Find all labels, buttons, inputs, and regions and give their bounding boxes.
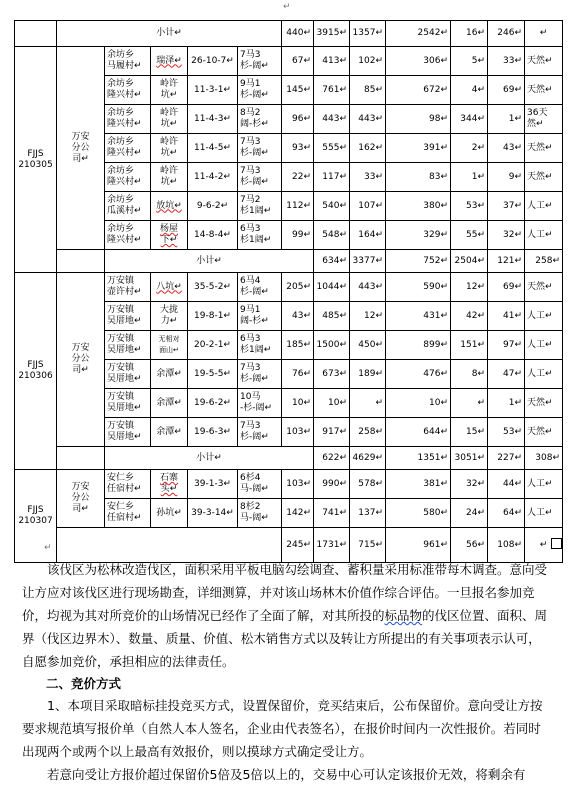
value-cell: 1500↵	[314, 331, 350, 360]
value-cell: 47↵	[488, 360, 525, 389]
paragraph-mark: ↵	[283, 2, 291, 12]
plot-code: 35-5-2↵	[188, 273, 238, 302]
paragraph-bidding-method: 1、本项目采取暗标挂投竞买方式，设置保留价，竞买结束后，公布保留价。意向受让方按要求规范填写报价单（自然人本人签名，企业由代表签名），在报价时间内一次性报价。若同时出现两个或两个以上最高有效报价，则以摸球方式确定受让方。	[22, 698, 543, 759]
plot-code: 19-8-1↵	[188, 302, 238, 331]
value-cell: 673↵	[314, 360, 350, 389]
subtotal-value: 3051↵	[451, 447, 488, 470]
regeneration-type: 天然↵	[525, 163, 563, 192]
value-cell: 99↵	[282, 221, 314, 250]
village-cell: 万安镇 吴厝地↵	[105, 418, 151, 447]
highlighted-term: 标品物	[384, 608, 423, 623]
subtotal-label: 小计↵	[105, 447, 314, 470]
plot-code: 39-3-14↵	[188, 499, 238, 528]
value-cell: 344↵	[451, 105, 488, 134]
value-cell: 413↵	[314, 47, 350, 76]
plot-code: 14-8-4↵	[188, 221, 238, 250]
plot-code: 39-1-3↵	[188, 470, 238, 499]
subtotal-row	[15, 447, 563, 470]
total-value: 1731↵	[314, 528, 350, 563]
unit-name: 万安 分公 司↵	[57, 273, 105, 447]
plot-code: 11-4-3↵	[188, 105, 238, 134]
value-cell: 55↵	[451, 221, 488, 250]
value-cell: 41↵	[488, 302, 525, 331]
regeneration-type: 天然↵	[525, 273, 563, 302]
regeneration-type: 天然↵	[525, 418, 563, 447]
table-resize-handle[interactable]	[551, 538, 562, 549]
plot-code: 26-10-7↵	[188, 47, 238, 76]
place-cell	[151, 192, 188, 221]
value-cell: 548↵	[314, 221, 350, 250]
value-cell: 33↵	[350, 163, 386, 192]
species-mix: 7马2 杉1阔↵	[238, 192, 282, 221]
value-cell: 10↵	[314, 389, 350, 418]
value-cell: 64↵	[488, 499, 525, 528]
value-cell: 2↵	[451, 134, 488, 163]
value-cell: 44↵	[488, 470, 525, 499]
paragraph-survey	[22, 558, 552, 673]
lot-number: FJJS 210306	[15, 273, 57, 470]
paragraph-invalid-bid: 若意向受让方报价超过保留价5倍及5倍以上的，交易中心可认定该报价无效，将剩余有	[47, 767, 526, 782]
value-cell: 102↵	[350, 47, 386, 76]
subtotal-value: 227↵	[488, 447, 525, 470]
subtotal-row	[15, 250, 563, 273]
value-cell: 443↵	[350, 273, 386, 302]
village-cell: 余坊乡 隆兴村↵	[105, 221, 151, 250]
plot-code: 11-3-1↵	[188, 76, 238, 105]
value-cell: 4↵	[451, 76, 488, 105]
value-cell: 555↵	[314, 134, 350, 163]
place-cell	[151, 360, 188, 389]
value-cell: 580↵	[386, 499, 451, 528]
value-cell: 1↵	[451, 163, 488, 192]
subtotal-label: 小计↵	[57, 21, 282, 47]
value-cell: 12↵	[451, 273, 488, 302]
value-cell: 151↵	[451, 331, 488, 360]
value-cell: 9↵	[488, 163, 525, 192]
subtotal-value: 440↵	[282, 21, 314, 47]
place-cell	[151, 273, 188, 302]
value-cell: 672↵	[386, 76, 451, 105]
place-cell	[151, 331, 188, 360]
value-cell: 83↵	[386, 163, 451, 192]
total-value: 245↵	[282, 528, 314, 563]
section-heading-bidding: 二、竞价方式	[46, 676, 122, 691]
plot-code: 11-4-5↵	[188, 134, 238, 163]
species-mix: 6马4 杉-阔↵	[238, 273, 282, 302]
value-cell: 97↵	[488, 331, 525, 360]
subtotal-value: 258↵	[525, 250, 563, 273]
place-name: 瑞泽↵	[156, 55, 182, 66]
value-cell: 98↵	[386, 105, 451, 134]
subtotal-value: 634↵	[314, 250, 350, 273]
value-cell: 85↵	[350, 76, 386, 105]
unit-name: 万安 分公 司↵	[57, 470, 105, 528]
value-cell: 43↵	[282, 302, 314, 331]
blank-cell	[57, 250, 105, 273]
village-cell: 万安镇 吴厝地↵	[105, 360, 151, 389]
value-cell: 32↵	[451, 470, 488, 499]
subtotal-value: 3915↵	[314, 21, 350, 47]
village-cell: 万安镇 吴厝地↵	[105, 331, 151, 360]
value-cell: 103↵	[282, 470, 314, 499]
village-cell: 余坊乡 马履村↵	[105, 47, 151, 76]
village-cell: 余坊乡 隆兴村↵	[105, 76, 151, 105]
value-cell: 112↵	[282, 192, 314, 221]
plot-code: 19-6-3↵	[188, 418, 238, 447]
value-cell: 329↵	[386, 221, 451, 250]
value-cell: 22↵	[282, 163, 314, 192]
value-cell: 443↵	[314, 105, 350, 134]
plot-code: 19-5-5↵	[188, 360, 238, 389]
place-name: 岭许 坑↵	[159, 137, 178, 158]
value-cell: 485↵	[314, 302, 350, 331]
species-mix: 6杉4 马-阔↵	[238, 470, 282, 499]
plot-code: 19-6-2↵	[188, 389, 238, 418]
subtotal-value: 121↵	[488, 250, 525, 273]
value-cell: 917↵	[314, 418, 350, 447]
unit-name: 万安 分公 司↵	[57, 47, 105, 250]
value-cell: 381↵	[386, 470, 451, 499]
village-cell: 余坊乡 隆兴村↵	[105, 105, 151, 134]
species-mix: 9马1 杉-阔↵	[238, 76, 282, 105]
value-cell: 69↵	[488, 76, 525, 105]
place-name: 岭许 坑↵	[159, 166, 178, 187]
value-cell: 137↵	[350, 499, 386, 528]
species-mix: 6马3 杉1阔↵	[238, 221, 282, 250]
value-cell: 12↵	[350, 302, 386, 331]
place-name: 余潭↵	[156, 368, 182, 379]
value-cell: 391↵	[386, 134, 451, 163]
subtotal-value: 308↵	[525, 447, 563, 470]
paragraph-survey-text: 该伐区为松林改造伐区，面积采用平板电脑勾绘调查、蓄积量采用标准带每木调查。意向受让方应对该伐区进行现场勘查，详细测算，并对该山场林木价值作综合评估。一旦报名参加竞价，均视为其对所竞价的山场情况已经作了全面了解，对其所投的标品物的伐区位置、面积、周界（伐区边界木）、数量、质量、价值、松木销售方式以及转让方所提出的有关事项表示认可，自愿参加竞价，承担相应的法律责任。	[22, 562, 548, 669]
place-cell	[151, 76, 188, 105]
value-cell: 1↵	[488, 389, 525, 418]
village-cell: 余坊乡 隆兴村↵	[105, 163, 151, 192]
value-cell: 15↵	[451, 418, 488, 447]
value-cell: 185↵	[282, 331, 314, 360]
value-cell: 476↵	[386, 360, 451, 389]
place-cell	[151, 302, 188, 331]
plot-code: 11-4-2↵	[188, 163, 238, 192]
value-cell: 761↵	[314, 76, 350, 105]
lot-number: FJJS 210305	[15, 47, 57, 273]
place-cell	[151, 499, 188, 528]
total-value: 108↵	[488, 528, 525, 563]
table-row	[15, 273, 563, 302]
place-name: 孙坑↵	[156, 507, 182, 518]
regeneration-type: 人工↵	[525, 360, 563, 389]
blank-cell: ↵	[525, 21, 563, 47]
regeneration-type: 天然↵	[525, 47, 563, 76]
subtotal-value: 2542↵	[386, 21, 451, 47]
value-cell: 1↵	[488, 105, 525, 134]
regeneration-type: 人工↵	[525, 302, 563, 331]
value-cell: 24↵	[451, 499, 488, 528]
village-cell: 万安镇 吴厝地↵	[105, 389, 151, 418]
value-cell: 540↵	[314, 192, 350, 221]
regeneration-type: 天然↵	[525, 76, 563, 105]
place-cell	[151, 47, 188, 76]
village-cell: 安仁乡 任宿村↵	[105, 499, 151, 528]
regeneration-type: 人工↵	[525, 499, 563, 528]
paragraph-mark: ↵	[44, 543, 52, 553]
total-value: 961↵	[386, 528, 451, 563]
value-cell: 990↵	[314, 470, 350, 499]
value-cell: 164↵	[350, 221, 386, 250]
value-cell: 103↵	[282, 418, 314, 447]
species-mix: 7马3 杉-阔↵	[238, 163, 282, 192]
place-cell	[151, 418, 188, 447]
total-value: 715↵	[350, 528, 386, 563]
regeneration-type: 36天 然↵	[525, 105, 563, 134]
value-cell: 117↵	[314, 163, 350, 192]
place-name: 余潭↵	[156, 426, 182, 437]
village-cell: 万安镇 吴厝地↵	[105, 302, 151, 331]
value-cell: 431↵	[386, 302, 451, 331]
subtotal-value: 4629↵	[350, 447, 386, 470]
value-cell: 69↵	[488, 273, 525, 302]
value-cell: 258↵	[350, 418, 386, 447]
species-mix: 7马3 杉-阔↵	[238, 47, 282, 76]
value-cell: 53↵	[451, 192, 488, 221]
value-cell: 189↵	[350, 360, 386, 389]
value-cell: 380↵	[386, 192, 451, 221]
blank-cell: ↵	[525, 528, 563, 563]
species-mix: 7马3 杉-阔↵	[238, 360, 282, 389]
subtotal-value: 1351↵	[386, 447, 451, 470]
place-cell	[151, 105, 188, 134]
regeneration-type: 天然↵	[525, 389, 563, 418]
value-cell: 10↵	[282, 389, 314, 418]
village-cell: 安仁乡 任宿村↵	[105, 470, 151, 499]
value-cell: 741↵	[314, 499, 350, 528]
subtotal-value: 622↵	[314, 447, 350, 470]
species-mix: 7马3 杉-阔↵	[238, 134, 282, 163]
subtotal-value: 2504↵	[451, 250, 488, 273]
plot-code: 9-6-2↵	[188, 192, 238, 221]
table-row	[15, 470, 563, 499]
place-cell	[151, 221, 188, 250]
place-cell	[151, 470, 188, 499]
value-cell: 67↵	[282, 47, 314, 76]
place-name: 大拢 力↵	[159, 305, 178, 326]
place-name: 杨屋 下↵	[159, 224, 178, 245]
value-cell: 43↵	[488, 134, 525, 163]
regeneration-type: 人工↵	[525, 192, 563, 221]
species-mix: 9马1 阔-杉↵	[238, 302, 282, 331]
value-cell: 443↵	[350, 105, 386, 134]
village-cell: 万安镇 壶许村↵	[105, 273, 151, 302]
subtotal-value: 1357↵	[350, 21, 386, 47]
species-mix: 10马 -杉-阔↵	[238, 389, 282, 418]
value-cell: 162↵	[350, 134, 386, 163]
subtotal-value: 3377↵	[350, 250, 386, 273]
value-cell: 5↵	[451, 47, 488, 76]
value-cell: 306↵	[386, 47, 451, 76]
value-cell: 8↵	[451, 360, 488, 389]
species-mix: 7马3 杉-阔↵	[238, 418, 282, 447]
value-cell: 32↵	[488, 221, 525, 250]
value-cell: 578↵	[350, 470, 386, 499]
value-cell: 205↵	[282, 273, 314, 302]
value-cell: ↵	[350, 389, 386, 418]
value-cell: 142↵	[282, 499, 314, 528]
value-cell: 33↵	[488, 47, 525, 76]
village-cell: 余坊乡 隆兴村↵	[105, 134, 151, 163]
value-cell: 450↵	[350, 331, 386, 360]
forest-lot-table	[14, 20, 563, 563]
plot-code: 20-2-1↵	[188, 331, 238, 360]
subtotal-label: 小计↵	[105, 250, 314, 273]
place-name: 石寨 头↵	[159, 473, 178, 494]
value-cell: 96↵	[282, 105, 314, 134]
blank-cell	[15, 21, 57, 47]
place-name: 放坑↵	[156, 200, 182, 211]
regeneration-type: 人工↵	[525, 221, 563, 250]
value-cell: 37↵	[488, 192, 525, 221]
village-cell: 余坊乡 瓜溪村↵	[105, 192, 151, 221]
value-cell: 107↵	[350, 192, 386, 221]
value-cell: 93↵	[282, 134, 314, 163]
total-value: 56↵	[451, 528, 488, 563]
value-cell: 42↵	[451, 302, 488, 331]
species-mix: 8马2 阔-杉↵	[238, 105, 282, 134]
value-cell: 644↵	[386, 418, 451, 447]
blank-cell	[57, 447, 105, 470]
place-name: 岭许 坑↵	[159, 79, 178, 100]
regeneration-type: 天然↵	[525, 134, 563, 163]
value-cell: 10↵	[386, 389, 451, 418]
subtotal-value: 16↵	[451, 21, 488, 47]
regeneration-type: 人工↵	[525, 331, 563, 360]
value-cell: 145↵	[282, 76, 314, 105]
lot-number: FJJS 210307	[15, 470, 57, 563]
subtotal-value: 246↵	[488, 21, 525, 47]
value-cell: 1044↵	[314, 273, 350, 302]
regeneration-type: 人工↵	[525, 470, 563, 499]
subtotal-row	[15, 21, 563, 47]
value-cell: 899↵	[386, 331, 451, 360]
place-name: 岭许 坑↵	[159, 108, 178, 129]
place-name: 无相对 面山↵	[158, 335, 180, 354]
species-mix: 6马3 杉1阔↵	[238, 331, 282, 360]
place-cell	[151, 163, 188, 192]
place-cell	[151, 389, 188, 418]
table-row	[15, 47, 563, 76]
value-cell: 590↵	[386, 273, 451, 302]
place-name: 余潭↵	[156, 397, 182, 408]
value-cell: 76↵	[282, 360, 314, 389]
place-cell	[151, 134, 188, 163]
value-cell: ↵	[451, 389, 488, 418]
place-name: 八坑↵	[156, 281, 182, 292]
species-mix: 8杉2 马-阔↵	[238, 499, 282, 528]
subtotal-value: 752↵	[386, 250, 451, 273]
value-cell: 53↵	[488, 418, 525, 447]
